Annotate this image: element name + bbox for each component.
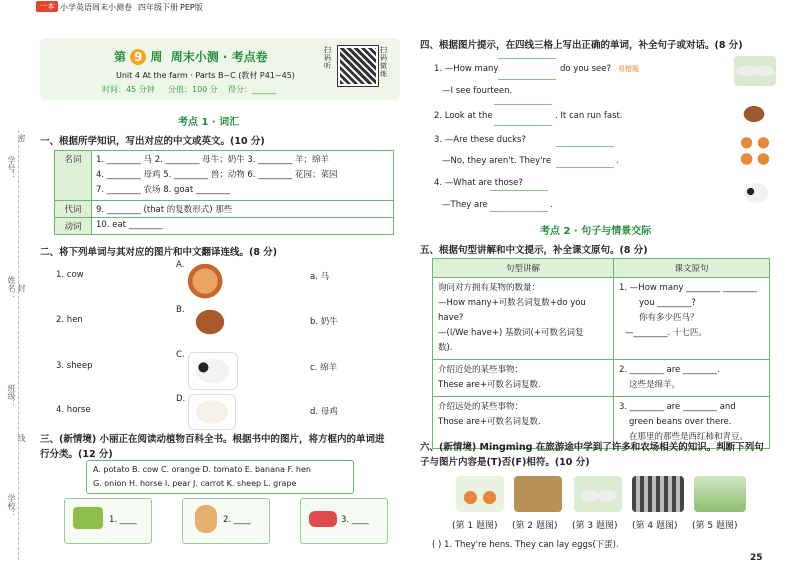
hen-image[interactable] xyxy=(188,258,226,300)
book-3 xyxy=(300,498,388,544)
q4-item-2a: 2. Look at the xyxy=(434,111,493,121)
vocab-noun-line-2[interactable]: 4. ________ 母鸡 5. ________ 兽；动物 6. ________ 花园；菜园 xyxy=(96,170,338,180)
unit-label: Unit 4 At the farm · Parts B~C (教材 P41~45) xyxy=(116,71,295,80)
q3-word-box xyxy=(86,460,354,494)
q2-right-a[interactable]: a. 马 xyxy=(310,272,330,282)
q2-pic-label-a: A. xyxy=(176,260,185,270)
qr-caption-practice: 扫码做练 xyxy=(380,46,387,78)
horse-small-image xyxy=(736,100,772,128)
q6-pic-3 xyxy=(574,476,622,512)
vocab-pronoun-line[interactable]: 9. ________ (that 的复数形式) 那些 xyxy=(92,201,394,218)
vegetables-icon xyxy=(73,507,103,529)
q4-item-4c: . xyxy=(550,200,553,210)
time-label: 时间：45 分钟 xyxy=(102,85,155,94)
spine-char-mi: 密 xyxy=(17,134,26,142)
s1-r-4[interactable]: —________. 十七匹。 xyxy=(625,328,707,338)
cows-image xyxy=(738,178,774,208)
q4-item-4b: —They are xyxy=(442,200,488,210)
q6-pic-5 xyxy=(694,476,746,512)
s1-r-2[interactable]: you ________? xyxy=(639,298,696,308)
book-1-blank[interactable]: 1. ____ xyxy=(109,515,137,525)
s1-l-4: 数). xyxy=(438,343,453,353)
q1-title: 一、根据所学知识，写出对应的中文或英文。(10 分) xyxy=(40,136,265,147)
spine-school: 学校： xyxy=(7,494,16,518)
q2-left-1[interactable]: 1. cow xyxy=(56,270,84,280)
vocab-label-pronoun: 代词 xyxy=(55,201,92,218)
q6-pic-4 xyxy=(632,476,684,512)
q2-pic-label-d: D. xyxy=(176,394,186,404)
q6-cap-3: (第 3 题图) xyxy=(572,521,618,531)
q4-item-3b: —No, they aren't. They're xyxy=(442,156,552,166)
q2-right-c[interactable]: c. 绵羊 xyxy=(310,363,338,373)
monkey-icon xyxy=(195,505,217,533)
book-1 xyxy=(64,498,152,544)
spine-student-id: 学号： xyxy=(7,156,16,180)
q4-error-tag: 易错题 xyxy=(618,65,639,73)
q2-left-3[interactable]: 3. sheep xyxy=(56,361,93,371)
horse-image[interactable] xyxy=(188,303,232,341)
cow-image[interactable] xyxy=(188,352,238,390)
sentence-head-right: 课文原句 xyxy=(614,259,770,278)
q4-item-1c: —I see fourteen. xyxy=(442,86,513,96)
meat-icon xyxy=(309,511,337,527)
seal-line xyxy=(18,130,19,560)
q5-title: 五、根据句型讲解和中文提示，补全课文原句。(8 分) xyxy=(420,245,648,256)
section-kp1-title: 考点 1 · 词汇 xyxy=(178,117,240,128)
q4-item-2b: . It can run fast. xyxy=(555,111,623,121)
s3-r-3: 在那里的那些是西红柿和青豆。 xyxy=(629,432,749,442)
week-header-box xyxy=(40,38,400,100)
week-title: 第 9 周 周末小测 · 考点卷 xyxy=(114,50,268,64)
q4-title: 四、根据图片提示，在四线三格上写出正确的单词，补全句子或对话。(8 分) xyxy=(420,40,743,51)
book-2 xyxy=(182,498,270,544)
q4-item-4a: 4. —What are those? xyxy=(434,178,523,188)
vocab-noun-line-3[interactable]: 7. ________ 农场 8. goat ________ xyxy=(96,185,230,195)
s2-r-1[interactable]: 2. ________ are ________. xyxy=(619,365,720,375)
section-kp2-title: 考点 2 · 句子与情景交际 xyxy=(540,226,652,237)
got-label: 得分：______ xyxy=(228,85,276,94)
edition-label: PEP版 xyxy=(180,3,203,12)
hens-image xyxy=(734,132,776,168)
binding-spine xyxy=(0,14,30,575)
s3-r-1[interactable]: 3. ________ are ________ and xyxy=(619,402,736,412)
sentence-table xyxy=(432,258,770,449)
s3-l-1: 介绍远处的某些事物： xyxy=(438,402,524,412)
book-2-blank[interactable]: 2. ____ xyxy=(223,515,251,525)
spine-char-xian: 线 xyxy=(17,434,26,442)
sentence-head-left: 句型讲解 xyxy=(433,259,614,278)
q2-left-2[interactable]: 2. hen xyxy=(56,315,83,325)
q4-fourline-2[interactable] xyxy=(494,104,552,126)
grade-label: 四年级下册 xyxy=(138,3,178,12)
q6-cap-4: (第 4 题图) xyxy=(632,521,678,531)
s1-r-1[interactable]: 1. —How many ________ ________ xyxy=(619,283,757,293)
header-strip xyxy=(0,0,800,14)
q4-fourline-3[interactable] xyxy=(556,146,614,168)
q6-pic-2 xyxy=(514,476,562,512)
vocab-label-noun: 名词 xyxy=(55,151,92,201)
q6-statement-1[interactable]: ( ) 1. They're hens. They can lay eggs(下蛋). xyxy=(432,540,619,550)
qr-caption-listen: 扫码听 xyxy=(324,46,331,70)
q6-cap-2: (第 2 题图) xyxy=(512,521,558,531)
s1-r-3: 你有多少匹马？ xyxy=(639,313,699,323)
sheep-image[interactable] xyxy=(188,394,236,430)
vocab-noun-line-1[interactable]: 1. ________ 马 2. ________ 母牛；奶牛 3. ________ 羊；绵羊 xyxy=(96,155,329,165)
vocab-verb-line[interactable]: 10. eat ________ xyxy=(92,218,394,235)
q6-title: 六、(新情境) Mingming 在旅游途中学到了许多和农场相关的知识。判断下列句子与图片内容是(T)否(F)相符。(10 分) xyxy=(420,442,764,468)
s3-l-2: Those are+可数名词复数. xyxy=(438,417,541,427)
spine-char-feng: 封 xyxy=(17,284,26,292)
spine-name: 姓名： xyxy=(7,276,16,300)
q2-pic-label-b: B. xyxy=(176,305,185,315)
q3-title: 三、(新情境) 小丽正在阅读动植物百科全书。根据书中的图片，将方框内的单词进行分类。(12 分) xyxy=(40,434,385,460)
q4-item-1a: 1. —How many xyxy=(434,64,499,74)
q4-fourline-4[interactable] xyxy=(490,190,548,212)
s3-r-2: green beans over there. xyxy=(629,417,732,427)
week-number: 9 xyxy=(130,49,146,65)
q3-words-row-2: G. onion H. horse I. pear J. carrot K. sheep L. grape xyxy=(93,479,297,488)
q6-cap-5: (第 5 题图) xyxy=(692,521,738,531)
q2-title: 二、将下列单词与其对应的图片和中文翻译连线。(8 分) xyxy=(40,247,278,258)
series-name: 小学英语周末小测卷 xyxy=(60,3,132,12)
s1-l-2: —How many+可数名词复数+do you have? xyxy=(438,298,586,323)
page-number: 25 xyxy=(750,553,763,563)
q6-pic-1 xyxy=(456,476,504,512)
s1-l-3: —(I/We have+) 基数词(+可数名词复 xyxy=(438,328,584,338)
s2-l-1: 介绍近处的某些事物： xyxy=(438,365,524,375)
q2-left-4[interactable]: 4. horse xyxy=(56,405,91,415)
s2-r-2: 这些是绵羊。 xyxy=(629,380,681,390)
s1-l-1: 询问对方拥有某物的数量： xyxy=(438,283,541,293)
sheep-flock-image xyxy=(734,56,776,86)
brand-badge: 一本 xyxy=(36,1,58,12)
q3-words-row-1: A. potato B. cow C. orange D. tomato E. banana F. hen xyxy=(93,465,311,474)
q2-pic-label-c: C. xyxy=(176,350,185,360)
spine-class: 班级： xyxy=(7,384,16,408)
book-3-blank[interactable]: 3. ____ xyxy=(341,515,369,525)
qr-code-icon[interactable] xyxy=(338,46,378,86)
q2-right-b[interactable]: b. 奶牛 xyxy=(310,317,338,327)
vocab-label-verb: 动词 xyxy=(55,218,92,235)
q4-fourline-1[interactable] xyxy=(498,58,556,80)
vocab-table xyxy=(54,150,394,235)
q2-right-d[interactable]: d. 母鸡 xyxy=(310,407,338,417)
score-label: 分值：100 分 xyxy=(168,85,218,94)
q6-cap-1: (第 1 题图) xyxy=(452,521,498,531)
q4-item-3c: . xyxy=(616,156,619,166)
s2-l-2: These are+可数名词复数. xyxy=(438,380,541,390)
q4-item-1b: do you see? xyxy=(560,64,612,74)
q4-item-3a: 3. —Are these ducks? xyxy=(434,135,526,145)
